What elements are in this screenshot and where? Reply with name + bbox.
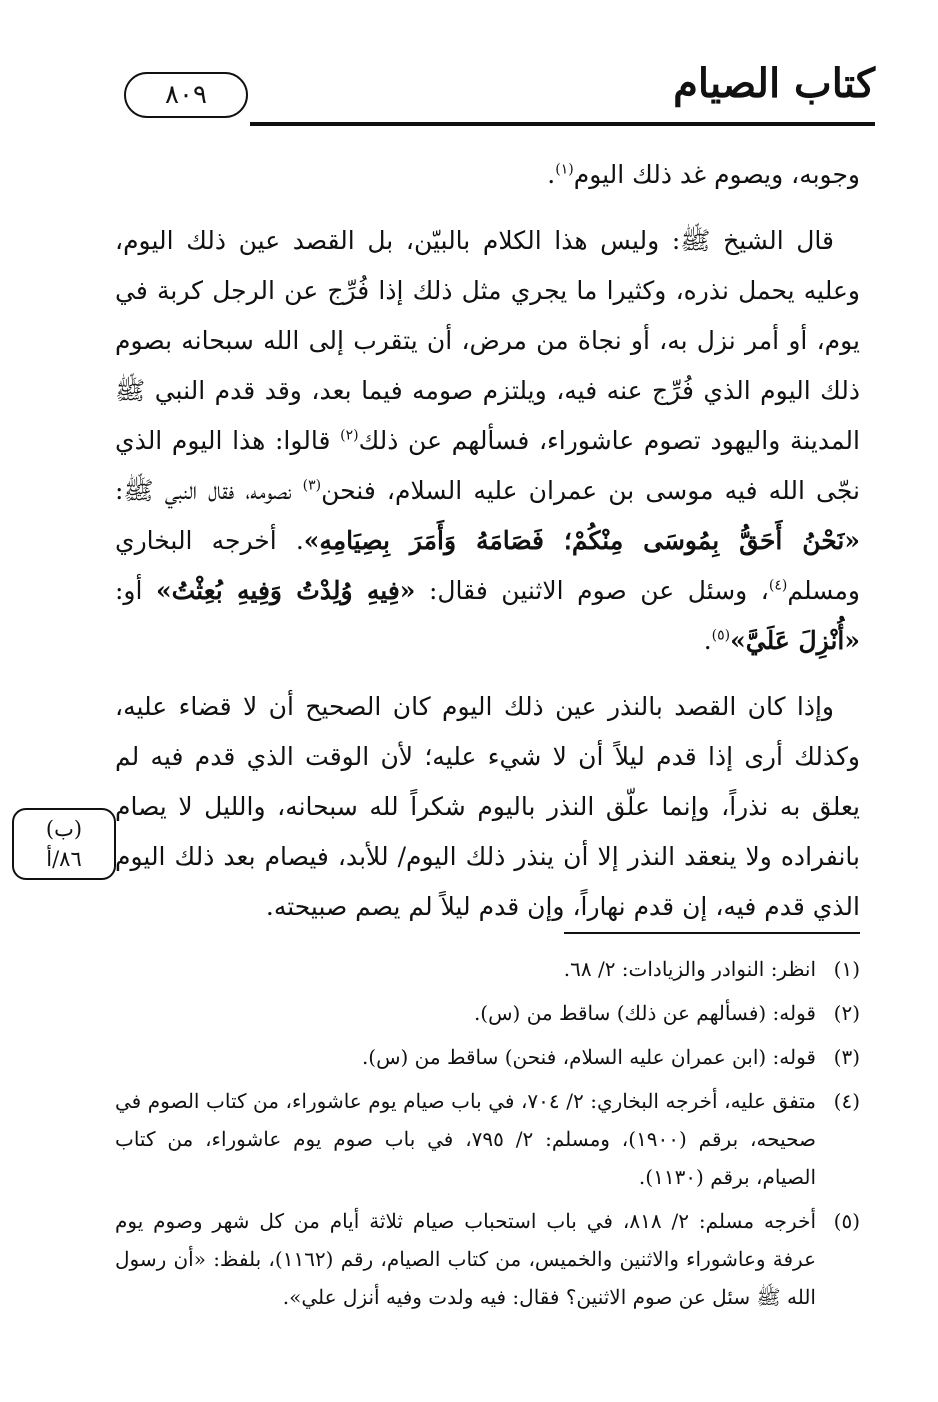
footnote-1 — [115, 950, 860, 988]
hadith-quote-3: «أُنْزِلَ عَلَيَّ» — [730, 626, 860, 655]
footnotes — [115, 950, 860, 1322]
paragraph-1-text: وجوبه، ويصوم غد ذلك اليوم — [573, 160, 860, 189]
manuscript-folio-note — [12, 808, 116, 880]
footnote-ref-2[interactable]: (٢) — [340, 427, 359, 444]
folio-note-line-2: ٨٦/أ — [46, 847, 82, 871]
footnote-number: (٣) — [833, 1045, 860, 1069]
paragraph-1-end: . — [547, 160, 556, 189]
footnote-text: قوله: (فسألهم عن ذلك) ساقط من (س). — [473, 1001, 816, 1025]
footnote-number: (١) — [833, 957, 860, 981]
footnote-text: أخرجه مسلم: ٢/ ٨١٨، في باب استحباب صيام ثلاثة أيام من كل شهر وصوم يوم عرفة وعاشوراء والاثنين والخميس، من كتاب الصيام، رقم (١١٦٢)، بلفظ: «أن رسول الله ﷺ سئل عن صوم الاثنين؟ فقال: فيه ولدت وفيه أنزل علي». — [115, 1209, 817, 1309]
paragraph-2-end: . — [703, 626, 712, 655]
paragraph-2-part-c: نصومه، فقال النبي ﷺ: — [115, 476, 303, 505]
footnote-text: متفق عليه، أخرجه البخاري: ٢/ ٧٠٤، في باب صيام يوم عاشوراء، من كتاب الصوم في صحيحه، برقم (١٩٠٠)، ومسلم: ٢/ ٧٩٥، في باب صوم يوم عاشوراء، من كتاب الصيام، برقم (١١٣٠). — [115, 1089, 817, 1189]
paragraph-2-part-a: قال الشيخ ﷺ: وليس هذا الكلام بالبيّن، بل القصد عين ذلك اليوم، وعليه يحمل نذره، وكثيرا ما يجري مثل ذلك إذا فُرِّج عن الرجل كربة في يوم، أو أمر نزل به، أو نجاة من مرض، أن يتقرب إلى الله سبحانه بصوم ذلك اليوم الذي فُرِّج عنه فيه، ويلتزم صومه فيما بعد، وقد قدم النبي ﷺ المدينة واليهود تصوم عاشوراء، فسألهم عن ذلك — [115, 226, 860, 455]
folio-note-line-1: (ب) — [45, 817, 83, 841]
main-text — [115, 150, 860, 948]
footnote-ref-5[interactable]: (٥) — [711, 627, 731, 644]
page-header — [40, 48, 875, 134]
paragraph-2-part-f: أو: — [115, 576, 156, 605]
footnote-separator — [564, 932, 860, 934]
footnote-number: (٢) — [833, 1001, 860, 1025]
paragraph-3: وإذا كان القصد بالنذر عين ذلك اليوم كان الصحيح أن لا قضاء عليه، وكذلك أرى إذا قدم ليلاً أن لا شيء عليه؛ لأن الوقت الذي قدم فيه لم يعلق به نذراً، وإنما علّق النذر باليوم شكراً لله سبحانه، والليل لا يصام بانفراده ولا ينعقد النذر إلا أن ينذر ذلك اليوم/ للأبد، فيصام بعد ذلك اليوم الذي قدم فيه، إن قدم نهاراً، وإن قدم ليلاً لم يصم صبيحته. — [115, 692, 860, 921]
paragraph-1 — [115, 150, 860, 200]
paragraph-2-part-e: ، وسئل عن صوم الاثنين فقال: — [415, 576, 769, 605]
footnote-text: انظر: النوادر والزيادات: ٢/ ٦٨. — [563, 957, 816, 981]
paragraph-2-part-d: . أخرجه البخاري ومسلم — [115, 526, 860, 605]
book-title: كتاب الصيام — [673, 60, 875, 107]
footnote-number: (٤) — [833, 1089, 860, 1113]
footnote-4 — [115, 1082, 860, 1196]
footnote-ref-3[interactable]: (٣) — [302, 477, 322, 494]
header-rule — [250, 122, 875, 126]
footnote-2 — [115, 994, 860, 1032]
footnote-3 — [115, 1038, 860, 1076]
footnote-text: قوله: (ابن عمران عليه السلام، فنحن) ساقط من (س). — [361, 1045, 816, 1069]
footnote-ref-1[interactable]: (١) — [555, 161, 574, 178]
hadith-quote-2: «فِيهِ وُلِدْتُ وَفِيهِ بُعِثْتُ» — [155, 576, 416, 605]
footnote-5 — [115, 1202, 860, 1316]
hadith-quote-1: «نَحْنُ أَحَقُّ بِمُوسَى مِنْكُمْ؛ فَصَامَهُ وَأَمَرَ بِصِيَامِهِ» — [303, 526, 860, 555]
page-number: ٨٠٩ — [165, 80, 207, 110]
paragraph-2-part-b: قالوا: هذا اليوم الذي نجّى الله فيه موسى بن عمران عليه السلام، فنحن — [115, 426, 860, 505]
footnote-ref-4[interactable]: (٤) — [768, 577, 788, 594]
footnote-number: (٥) — [833, 1209, 860, 1233]
paragraph-2 — [115, 216, 860, 666]
page-number-badge — [124, 72, 248, 118]
